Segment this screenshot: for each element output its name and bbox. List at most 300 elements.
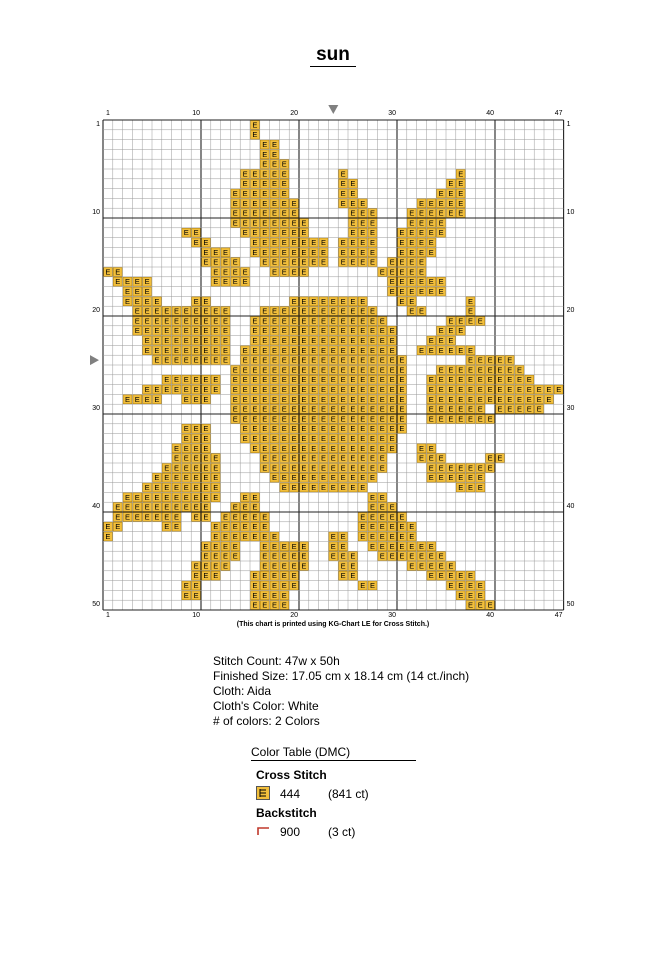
svg-text:E: E	[418, 277, 425, 287]
svg-text:E: E	[242, 355, 248, 365]
svg-text:E: E	[389, 502, 395, 512]
svg-text:E: E	[369, 434, 376, 443]
stitch-cell	[202, 542, 211, 551]
stitch-cell	[280, 356, 289, 365]
svg-text:E: E	[399, 355, 405, 365]
svg-text:E: E	[438, 336, 444, 345]
svg-text:E: E	[311, 463, 317, 473]
stitch-cell	[358, 365, 367, 374]
svg-text:E: E	[124, 492, 131, 502]
svg-text:E: E	[320, 483, 327, 492]
svg-text:E: E	[301, 561, 307, 571]
svg-text:E: E	[203, 296, 209, 306]
stitch-cell	[427, 248, 436, 257]
svg-text:E: E	[213, 571, 219, 581]
svg-text:E: E	[262, 149, 268, 159]
svg-text:E: E	[281, 385, 287, 394]
svg-text:E: E	[183, 434, 189, 443]
svg-text:E: E	[301, 443, 307, 453]
svg-text:E: E	[301, 473, 307, 483]
stitch-cell	[260, 552, 269, 561]
svg-text:E: E	[134, 502, 140, 512]
svg-text:E: E	[242, 345, 248, 355]
stitch-cell	[358, 581, 367, 590]
stitch-cell	[251, 493, 260, 502]
svg-text:E: E	[389, 345, 395, 355]
svg-text:E: E	[262, 434, 268, 443]
svg-text:E: E	[458, 483, 464, 492]
svg-text:E: E	[438, 561, 444, 571]
stitch-cell	[211, 258, 220, 267]
svg-text:E: E	[330, 375, 336, 385]
svg-text:E: E	[291, 453, 297, 463]
stitch-cell	[398, 424, 407, 433]
svg-text:E: E	[428, 385, 434, 394]
svg-text:E: E	[301, 463, 307, 473]
svg-text:E: E	[448, 581, 454, 590]
cross-stitch-heading: Cross Stitch	[256, 768, 327, 782]
stitch-cell	[260, 258, 269, 267]
svg-text:E: E	[330, 473, 336, 483]
top-tick-label: 1	[105, 110, 110, 117]
svg-text:E: E	[320, 414, 327, 424]
svg-text:E: E	[232, 277, 238, 287]
svg-text:E: E	[389, 355, 395, 365]
right-tick-label: 40	[566, 503, 575, 511]
svg-text:E: E	[271, 140, 278, 149]
svg-text:E: E	[124, 512, 131, 522]
svg-text:E: E	[154, 345, 160, 355]
svg-text:E: E	[311, 483, 317, 492]
svg-text:E: E	[134, 394, 140, 404]
svg-text:E: E	[271, 404, 278, 414]
stitch-cell	[280, 571, 289, 580]
stitch-cell	[143, 483, 152, 492]
svg-text:E: E	[173, 316, 180, 326]
svg-text:E: E	[320, 443, 327, 453]
svg-text:E: E	[311, 257, 317, 267]
svg-text:E: E	[105, 522, 111, 532]
stitch-cell	[339, 346, 348, 355]
stitch-cell	[447, 414, 456, 423]
svg-text:E: E	[252, 512, 258, 522]
svg-text:E: E	[301, 257, 307, 267]
svg-text:E: E	[213, 541, 219, 551]
svg-text:E: E	[281, 189, 287, 198]
stitch-cell	[319, 444, 328, 453]
stitch-cell	[309, 356, 318, 365]
svg-text:E: E	[271, 551, 278, 561]
svg-text:E: E	[330, 551, 336, 561]
stitch-cell	[182, 483, 191, 492]
stitch-cell	[143, 395, 152, 404]
stitch-cell	[466, 591, 475, 600]
svg-text:E: E	[311, 316, 317, 326]
svg-text:E: E	[164, 306, 170, 316]
svg-text:E: E	[154, 483, 160, 492]
stitch-cell	[300, 297, 309, 306]
svg-text:E: E	[369, 257, 376, 267]
svg-text:E: E	[350, 404, 356, 414]
svg-text:E: E	[350, 483, 356, 492]
stitch-cell	[349, 199, 358, 208]
svg-text:E: E	[262, 375, 268, 385]
stitch-cell	[202, 552, 211, 561]
stitch-cell	[456, 483, 465, 492]
stitch-cell	[358, 326, 367, 335]
stitch-cell	[270, 385, 279, 394]
stitch-cell	[535, 385, 544, 394]
svg-text:E: E	[360, 247, 366, 257]
stitch-cell	[221, 552, 230, 561]
stitch-cell	[339, 307, 348, 316]
svg-text:E: E	[271, 316, 278, 326]
svg-text:E: E	[448, 189, 454, 198]
stitch-cell	[466, 571, 475, 580]
svg-text:E: E	[438, 326, 444, 336]
stitch-cell	[143, 493, 152, 502]
stitch-cell	[260, 346, 269, 355]
svg-text:E: E	[458, 385, 464, 394]
stitch-cell	[358, 405, 367, 414]
svg-text:E: E	[262, 345, 268, 355]
stitch-cell	[378, 493, 387, 502]
svg-text:E: E	[311, 355, 317, 365]
stitch-cell	[270, 336, 279, 345]
svg-text:E: E	[164, 522, 170, 532]
svg-text:E: E	[203, 316, 209, 326]
stitch-cell	[339, 238, 348, 247]
stitch-cell	[251, 189, 260, 198]
svg-text:E: E	[438, 189, 444, 198]
stitch-cell	[309, 248, 318, 257]
svg-text:E: E	[320, 326, 327, 336]
svg-text:E: E	[291, 345, 297, 355]
svg-text:E: E	[252, 218, 258, 228]
stitch-cell	[309, 336, 318, 345]
svg-text:E: E	[448, 463, 454, 473]
stitch-cell	[476, 463, 485, 472]
svg-text:E: E	[330, 404, 336, 414]
stitch-cell	[358, 346, 367, 355]
stitch-cell	[368, 454, 377, 463]
stitch-cell	[231, 414, 240, 423]
stitch-cell	[447, 365, 456, 374]
stitch-cell	[231, 258, 240, 267]
stitch-cell	[329, 483, 338, 492]
stitch-cell	[329, 346, 338, 355]
left-tick-label: 40	[92, 503, 100, 511]
svg-text:E: E	[213, 355, 219, 365]
stitch-cell	[241, 414, 250, 423]
svg-text:E: E	[301, 414, 307, 424]
svg-text:E: E	[369, 463, 376, 473]
stitch-cell	[319, 365, 328, 374]
svg-text:E: E	[379, 355, 385, 365]
stitch-cell	[398, 385, 407, 394]
stitch-cell	[407, 522, 416, 531]
stitch-cell	[133, 297, 142, 306]
svg-text:E: E	[291, 238, 297, 247]
stitch-cell	[260, 414, 269, 423]
svg-text:E: E	[389, 394, 395, 404]
stitch-cell	[241, 365, 250, 374]
svg-text:E: E	[330, 424, 336, 434]
stitch-cell	[290, 228, 299, 237]
stitch-cell	[358, 248, 367, 257]
svg-text:E: E	[291, 198, 297, 208]
stitch-cell	[162, 326, 171, 335]
cloth-type: Cloth: Aida	[213, 684, 272, 698]
stitch-cell	[319, 454, 328, 463]
stitch-cell	[270, 238, 279, 247]
svg-text:E: E	[350, 394, 356, 404]
stitch-cell	[407, 277, 416, 286]
stitch-cell	[388, 414, 397, 423]
stitch-cell	[260, 307, 269, 316]
svg-text:E: E	[291, 267, 297, 277]
svg-text:E: E	[252, 443, 258, 453]
svg-text:E: E	[134, 277, 140, 287]
svg-text:E: E	[350, 551, 356, 561]
svg-text:E: E	[467, 600, 474, 610]
stitch-cell	[349, 316, 358, 325]
stitch-cell	[417, 218, 426, 227]
svg-text:E: E	[330, 355, 336, 365]
stitch-cell	[260, 169, 269, 178]
svg-text:E: E	[232, 365, 238, 375]
stitch-cell	[231, 199, 240, 208]
svg-text:E: E	[301, 375, 307, 385]
stitch-cell	[241, 189, 250, 198]
svg-text:E: E	[252, 375, 258, 385]
svg-text:E: E	[389, 404, 395, 414]
stitch-cell	[309, 297, 318, 306]
stitch-cell	[515, 395, 524, 404]
stitch-cell	[280, 395, 289, 404]
svg-text:E: E	[291, 414, 297, 424]
cross-stitch-swatch-icon	[256, 786, 270, 800]
svg-text:E: E	[213, 316, 219, 326]
stitch-cell	[339, 561, 348, 570]
svg-text:E: E	[409, 541, 415, 551]
stitch-cell	[358, 463, 367, 472]
svg-text:E: E	[526, 375, 532, 385]
stitch-cell	[329, 414, 338, 423]
stitch-cell	[260, 228, 269, 237]
svg-text:E: E	[350, 208, 356, 218]
svg-text:E: E	[124, 296, 131, 306]
svg-text:E: E	[458, 404, 464, 414]
stitch-cell	[339, 444, 348, 453]
svg-text:E: E	[467, 571, 474, 581]
stitch-cell	[437, 571, 446, 580]
stitch-cell	[339, 434, 348, 443]
stitch-cell	[202, 307, 211, 316]
svg-text:E: E	[369, 208, 376, 218]
stitch-cell	[192, 346, 201, 355]
svg-text:E: E	[271, 532, 278, 541]
stitch-cell	[133, 395, 142, 404]
stitch-cell	[437, 414, 446, 423]
stitch-cell	[290, 218, 299, 227]
svg-text:E: E	[507, 365, 513, 375]
stitch-cell	[260, 140, 269, 149]
svg-text:E: E	[144, 492, 150, 502]
svg-text:E: E	[389, 257, 395, 267]
svg-text:E: E	[213, 522, 219, 532]
stitch-cell	[202, 483, 211, 492]
svg-text:E: E	[242, 414, 248, 424]
stitch-cell	[251, 336, 260, 345]
stitch-cell	[358, 483, 367, 492]
stitch-cell	[260, 601, 269, 610]
stitch-cell	[505, 375, 514, 384]
stitch-cell	[270, 591, 279, 600]
stitch-cell	[143, 512, 152, 521]
svg-text:E: E	[252, 404, 258, 414]
svg-text:E: E	[281, 208, 287, 218]
stitch-cell	[505, 356, 514, 365]
stitch-cell	[368, 522, 377, 531]
stitch-cell	[290, 336, 299, 345]
svg-text:E: E	[497, 385, 503, 394]
svg-text:E: E	[252, 434, 258, 443]
stitch-cell	[270, 571, 279, 580]
stitch-cell	[300, 454, 309, 463]
stitch-cell	[447, 179, 456, 188]
stitch-cell	[339, 199, 348, 208]
svg-text:E: E	[242, 189, 248, 198]
svg-text:E: E	[271, 561, 278, 571]
stitch-cell	[339, 169, 348, 178]
svg-text:E: E	[134, 306, 140, 316]
stitch-cell	[300, 542, 309, 551]
svg-text:E: E	[262, 424, 268, 434]
stitch-cell	[388, 444, 397, 453]
svg-text:E: E	[428, 443, 434, 453]
stitch-cell	[192, 483, 201, 492]
stitch-cell	[309, 424, 318, 433]
svg-text:E: E	[350, 473, 356, 483]
svg-text:E: E	[360, 434, 366, 443]
stitch-cell	[270, 424, 279, 433]
svg-text:E: E	[173, 326, 180, 336]
svg-text:E: E	[389, 551, 395, 561]
svg-text:E: E	[350, 336, 356, 345]
svg-text:E: E	[360, 326, 366, 336]
stitch-cell	[202, 316, 211, 325]
svg-text:E: E	[311, 345, 317, 355]
stitch-cell	[329, 375, 338, 384]
svg-text:E: E	[418, 551, 425, 561]
svg-text:E: E	[213, 385, 219, 394]
stitch-cell	[241, 512, 250, 521]
stitch-cell	[349, 238, 358, 247]
stitch-cell	[398, 356, 407, 365]
stitch-cell	[290, 375, 299, 384]
svg-text:E: E	[232, 551, 238, 561]
stitch-cell	[162, 307, 171, 316]
stitch-cell	[437, 375, 446, 384]
stitch-cell	[280, 385, 289, 394]
stitch-cell	[427, 454, 436, 463]
svg-text:E: E	[330, 414, 336, 424]
stitch-cell	[358, 473, 367, 482]
stitch-cell	[456, 346, 465, 355]
stitch-cell	[427, 542, 436, 551]
svg-text:E: E	[409, 277, 415, 287]
stitch-cell	[447, 395, 456, 404]
svg-text:E: E	[271, 247, 278, 257]
svg-text:E: E	[271, 414, 278, 424]
stitch-cell	[221, 307, 230, 316]
stitch-cell	[202, 248, 211, 257]
stitch-cell	[231, 542, 240, 551]
svg-text:E: E	[428, 394, 434, 404]
stitch-cell	[153, 473, 162, 482]
svg-text:E: E	[301, 345, 307, 355]
svg-text:E: E	[262, 355, 268, 365]
stitch-cell	[349, 346, 358, 355]
stitch-cell	[270, 581, 279, 590]
svg-text:E: E	[467, 463, 474, 473]
stitch-cell	[202, 346, 211, 355]
svg-text:E: E	[242, 277, 248, 287]
svg-text:E: E	[291, 355, 297, 365]
svg-text:E: E	[252, 198, 258, 208]
svg-text:E: E	[203, 257, 209, 267]
svg-text:E: E	[222, 247, 229, 257]
svg-text:E: E	[193, 512, 199, 522]
stitch-cell	[339, 532, 348, 541]
stitch-cell	[476, 405, 485, 414]
svg-text:E: E	[271, 159, 278, 169]
stitch-cell	[202, 424, 211, 433]
svg-text:E: E	[222, 355, 229, 365]
svg-text:E: E	[409, 247, 415, 257]
svg-text:E: E	[311, 414, 317, 424]
svg-text:E: E	[379, 502, 385, 512]
svg-text:E: E	[301, 424, 307, 434]
svg-text:E: E	[271, 541, 278, 551]
svg-text:E: E	[350, 247, 356, 257]
svg-text:E: E	[350, 238, 356, 247]
svg-text:E: E	[222, 532, 229, 541]
svg-text:E: E	[281, 306, 287, 316]
svg-text:E: E	[340, 571, 346, 581]
svg-text:E: E	[203, 502, 209, 512]
svg-text:E: E	[340, 179, 346, 189]
svg-text:E: E	[291, 247, 297, 257]
stitch-cell	[153, 307, 162, 316]
svg-text:E: E	[526, 404, 532, 414]
stitch-cell	[388, 532, 397, 541]
svg-text:E: E	[203, 375, 209, 385]
stitch-cell	[456, 199, 465, 208]
stitch-cell	[270, 346, 279, 355]
stitch-cell	[349, 189, 358, 198]
svg-text:E: E	[291, 473, 297, 483]
stitch-cell	[545, 385, 554, 394]
stitch-cell	[300, 463, 309, 472]
stitch-cell	[260, 326, 269, 335]
stitch-cell	[113, 503, 122, 512]
svg-text:E: E	[222, 541, 229, 551]
svg-text:E: E	[516, 365, 523, 375]
svg-text:E: E	[222, 345, 229, 355]
svg-text:E: E	[252, 179, 258, 189]
